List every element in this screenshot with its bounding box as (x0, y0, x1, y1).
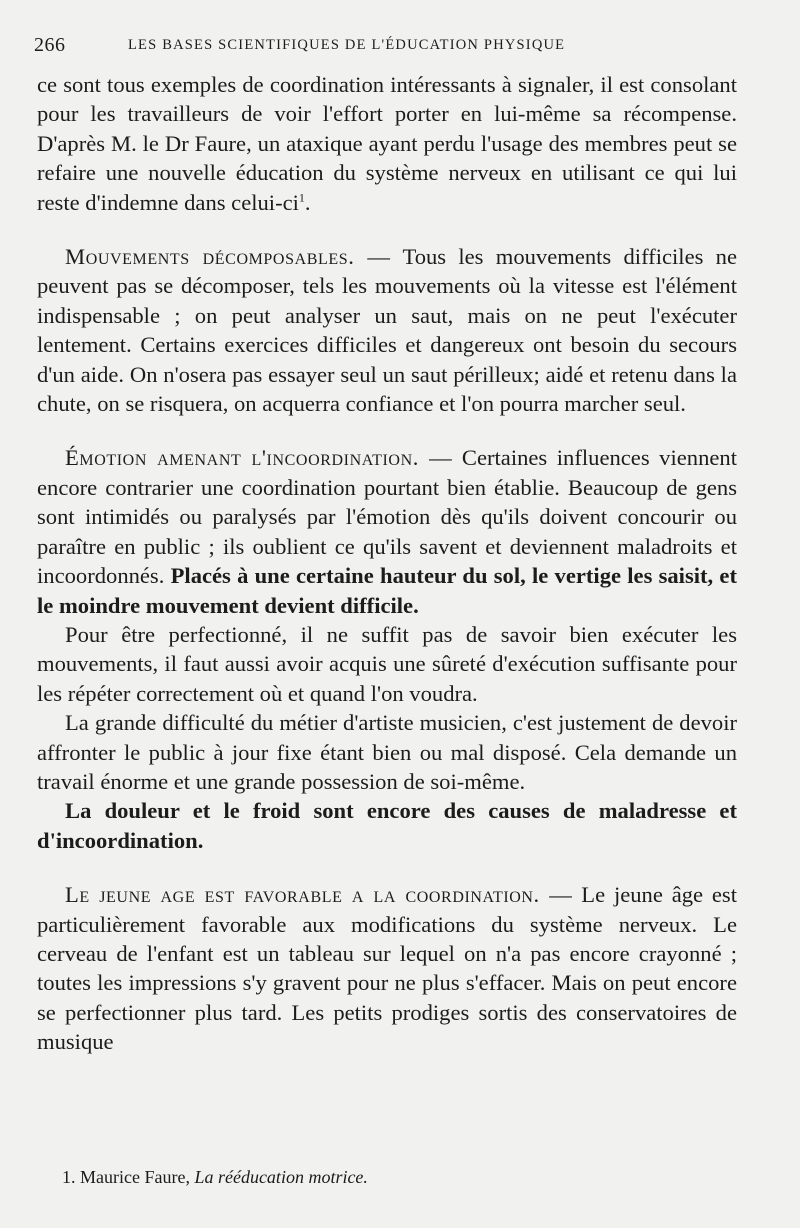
section-heading-mouvements-decomposables: Mouvements décomposables. — (65, 244, 391, 270)
paragraph-5: La grande difficulté du métier d'artiste musicien, c'est justement de devoir affronter le public à jour fixe étant bien ou mal disposé. Cela demande un travail énorme et une grande possession de soi-même. (37, 710, 737, 794)
footnote-number: 1. (62, 1167, 76, 1187)
running-head: LES BASES SCIENTIFIQUES DE L'ÉDUCATION PHYSIQUE (128, 37, 566, 53)
footnote (62, 1167, 368, 1188)
paragraph-3-bold-text: Placés à une certaine hauteur du sol, le vertige les saisit, et le moindre mouvement devient difficile. (37, 563, 737, 618)
paragraph-jeune-age (37, 880, 737, 1056)
paragraph-1 (37, 70, 737, 217)
paragraph-6: La douleur et le froid sont encore des causes de maladresse et d'incoordination. (37, 798, 737, 853)
paragraph-1-text: ce sont tous exemples de coordination intéressants à signaler, il est consolant pour les travailleurs de voir l'effort porter en lui-même sa récompense. D'après M. le Dr Faure, un ataxique ayant perdu l'usage des membres peut se refaire une nouvelle éducation du système nerveux en utilisant ce qui lui reste d'indemne dans celui-ci (37, 72, 737, 215)
paragraph-7-text: Le jeune âge est particulièrement favorable aux modifications du système nerveux. Le cerveau de l'enfant est un tableau sur lequel on n'a pas encore crayonné ; toutes les impressions s'y gravent pour ne plus s'effacer. Mais on peut encore se perfectionner plus tard. Les petits prodiges sortis des conservatoires de musique (37, 882, 737, 1055)
paragraph-3-text: Certaines influences viennent encore contrarier une coordination pourtant bien établie. Beaucoup de gens sont intimidés ou paralysés par l'émotion dès qu'ils doivent concourir ou paraître en public ; ils oublient ce qu'ils savent et deviennent maladroits et incoordonnés. (37, 445, 737, 589)
body-text (37, 70, 737, 1057)
footnote-reference: 1 (298, 190, 305, 205)
paragraph-mouvements-decomposables (37, 242, 737, 418)
page-header (34, 34, 754, 60)
footnote-author: Maurice Faure, (80, 1167, 190, 1187)
paragraph-1-end: . (304, 189, 311, 215)
paragraph-2-text: Tous les mouvements difficiles ne peuvent pas se décomposer, tels les mouvements où la vitesse est l'élément indispensable ; on peut analyser un saut, mais on ne peut l'exécuter lentement. Certains exercices difficiles et dangereux ont besoin du secours d'un aide. On n'osera pas essayer seul un saut périlleux; aidé et retenu dans la chute, on se risquera, on acquerra confiance et l'on pourra marcher seul. (37, 244, 737, 417)
page-number: 266 (34, 34, 66, 56)
footnote-title: La rééducation motrice. (194, 1167, 368, 1187)
paragraph-emotion (37, 443, 737, 619)
paragraph-4: Pour être perfectionné, il ne suffit pas de savoir bien exécuter les mouvements, il faut aussi avoir acquis une sûreté d'exécution suffisante pour les répéter correctement où et quand l'on voudra. (37, 621, 737, 706)
section-heading-emotion: Émotion amenant l'incoordination. — (65, 445, 453, 471)
section-heading-jeune-age: Le jeune age est favorable a la coordination. — (65, 882, 573, 908)
